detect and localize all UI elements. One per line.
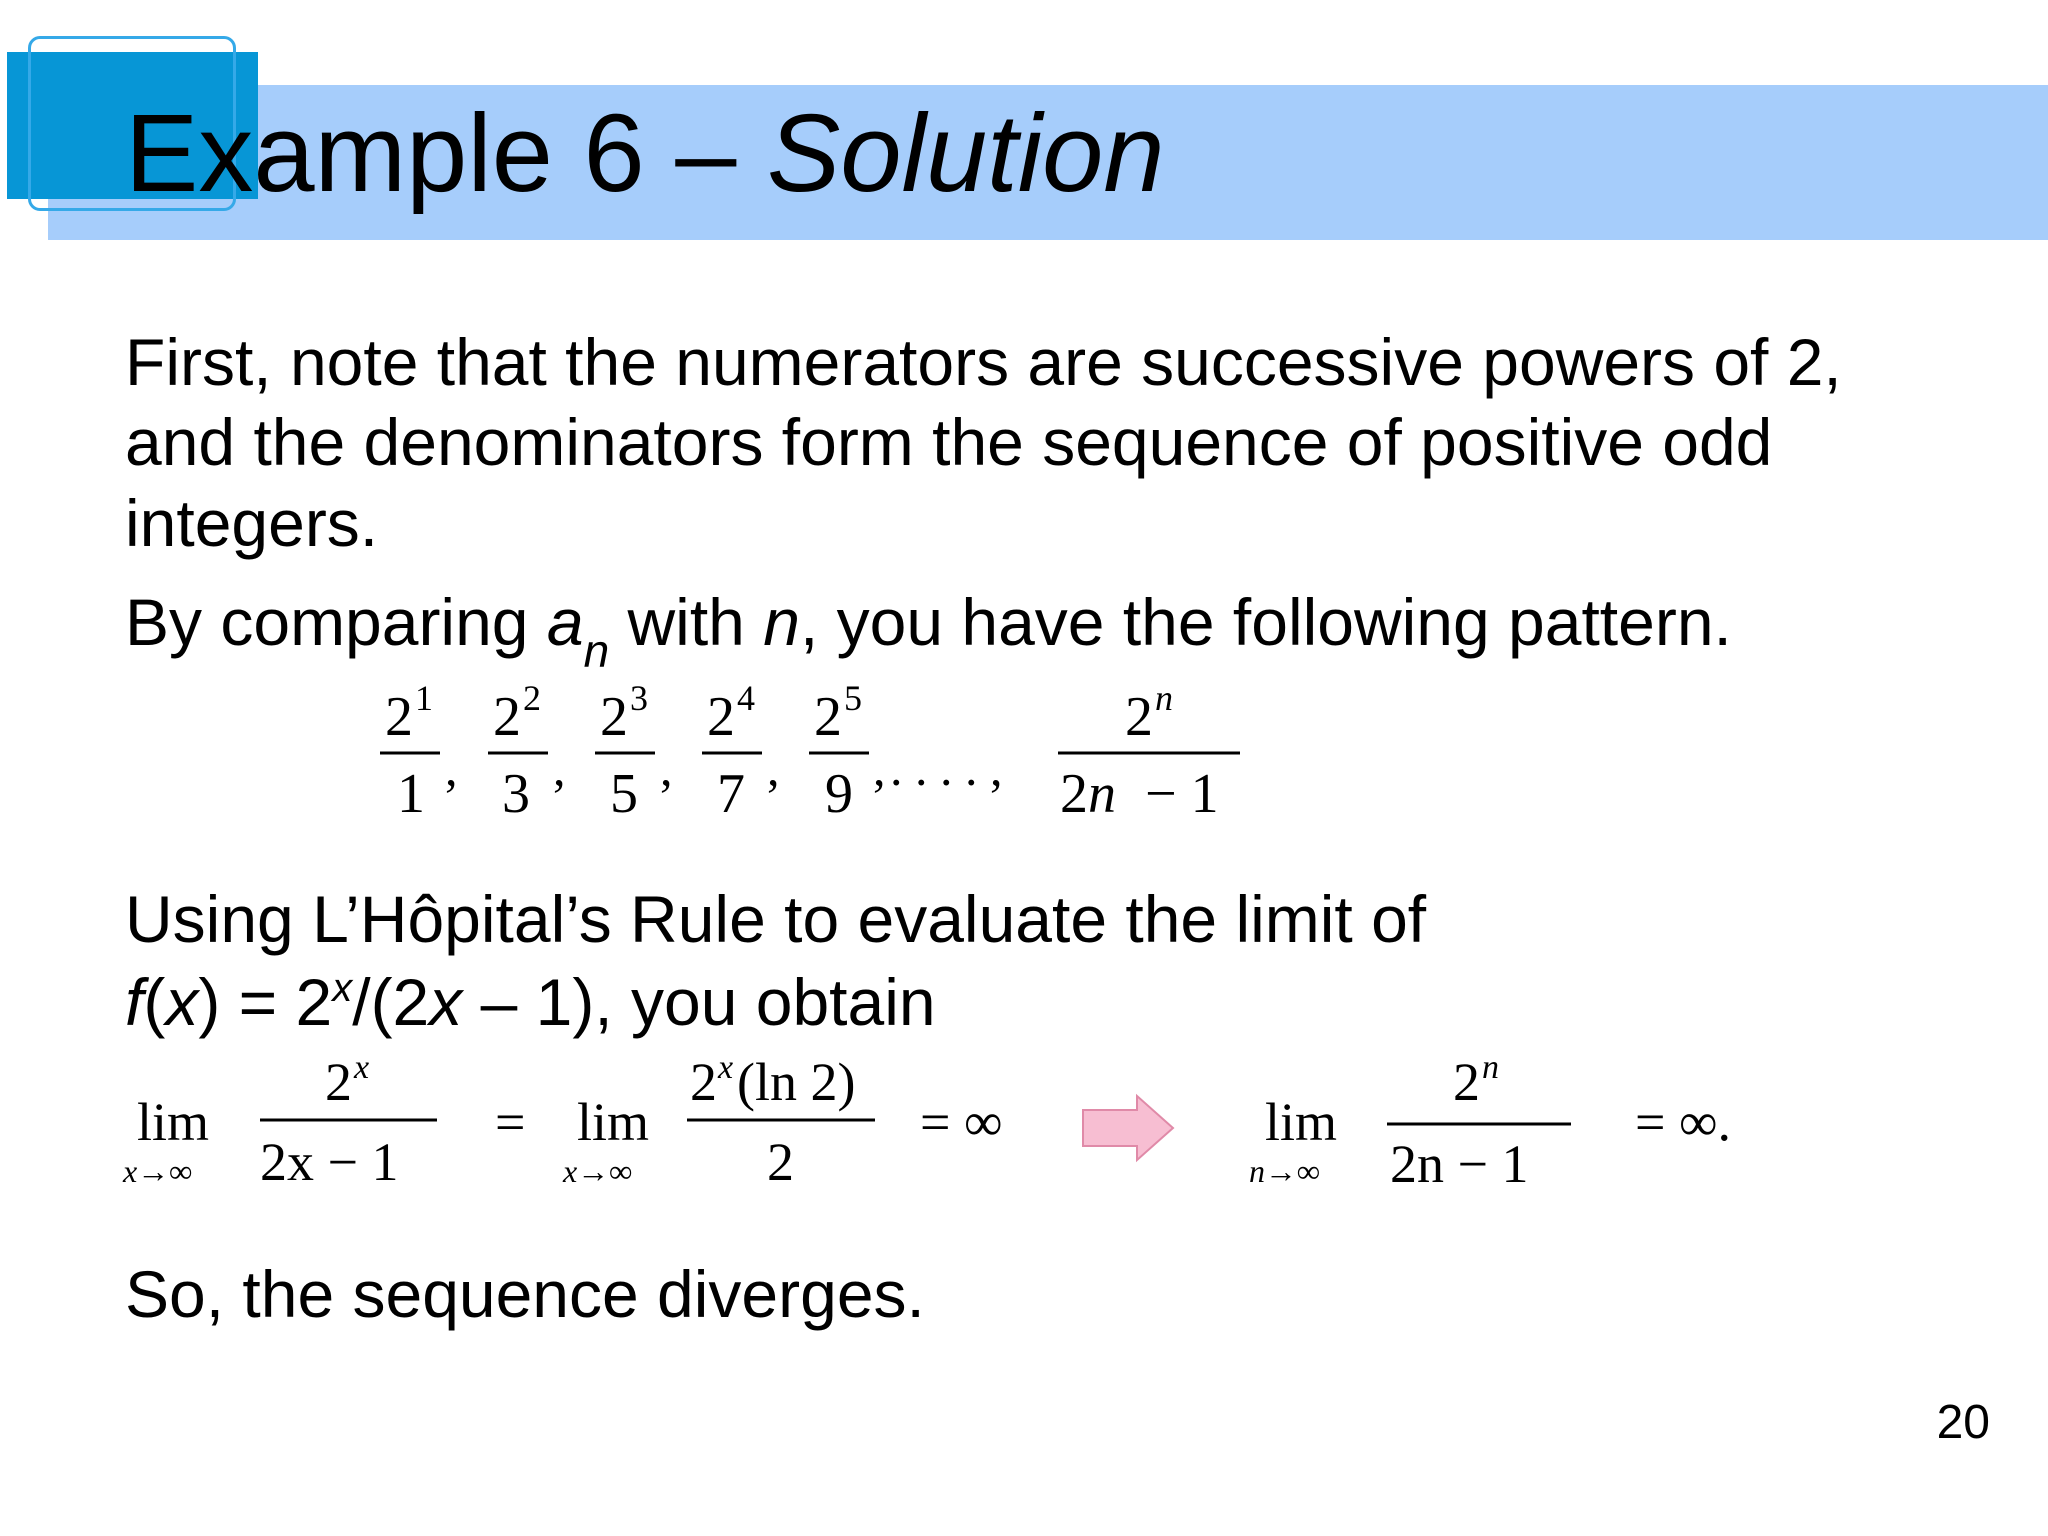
- limit-2-num-rest: (ln 2): [737, 1052, 856, 1112]
- general-den-coef: 2: [1060, 763, 1088, 825]
- frac3-num-exp: 3: [630, 678, 648, 718]
- p3-f: f: [125, 965, 144, 1039]
- limit-2-den: 2: [767, 1132, 794, 1192]
- frac1-num-exp: 1: [415, 678, 433, 718]
- limit-1-num-exp: x: [354, 1050, 370, 1086]
- frac5-num-base: 2: [814, 686, 842, 748]
- limit-1-lim: lim: [137, 1092, 210, 1152]
- equals-infinity-2: = ∞.: [1635, 1092, 1731, 1152]
- pattern-fraction-2: [488, 678, 566, 825]
- sequence-pattern: [370, 675, 1250, 835]
- p3-rest: – 1), you obtain: [462, 965, 936, 1039]
- p2-part1: By comparing: [125, 585, 547, 659]
- frac2-den: 3: [502, 763, 530, 825]
- equals-1: =: [495, 1092, 526, 1152]
- p2-part3: , you have the following pattern.: [799, 585, 1732, 659]
- p3-close: ) = 2: [198, 965, 333, 1039]
- p3-x2: x: [429, 965, 463, 1039]
- frac3-num-base: 2: [600, 686, 628, 748]
- conclusion: So, the sequence diverges.: [125, 1257, 925, 1331]
- pattern-fraction-3: [595, 678, 673, 825]
- limit-2-subscript: x→∞: [563, 1153, 633, 1189]
- pattern-fraction-4: [702, 678, 780, 825]
- paragraph-1-line-2: and the denominators form the sequence of positive odd: [125, 405, 1773, 479]
- general-num-exp: n: [1155, 678, 1173, 718]
- frac5-sep: ,: [873, 740, 886, 796]
- pattern-fraction-1: [380, 678, 458, 825]
- limit-equation: [115, 1050, 1815, 1200]
- frac4-den: 7: [717, 763, 745, 825]
- p2-n-subscript: n: [583, 625, 610, 677]
- frac5-num-exp: 5: [844, 678, 862, 718]
- frac2-num-exp: 2: [523, 678, 541, 718]
- limit-2-lim: lim: [577, 1092, 650, 1152]
- paragraph-1-line-3: integers.: [125, 486, 379, 560]
- limit-1: [122, 1050, 437, 1192]
- p3-slash: /(2: [352, 965, 430, 1039]
- limit-2-num-exp: x: [718, 1050, 734, 1086]
- frac4-num-base: 2: [707, 686, 735, 748]
- p3-x-superscript: x: [332, 966, 353, 1010]
- pattern-fraction-5: [809, 678, 886, 825]
- limit-1-den: 2x − 1: [260, 1132, 399, 1192]
- p3-open: (: [143, 965, 166, 1039]
- page-number: 20: [1936, 1396, 1990, 1449]
- pattern-ellipsis: . . . . ,: [890, 740, 1003, 796]
- p2-a: a: [546, 585, 584, 659]
- limit-1-num-base: 2: [325, 1052, 352, 1112]
- frac1-sep: ,: [445, 740, 458, 796]
- limit-3-subscript: n→∞: [1249, 1153, 1320, 1189]
- p2-n: n: [763, 585, 800, 659]
- equals-infinity-1: = ∞: [920, 1092, 1003, 1152]
- limit-2-num-base: 2: [690, 1052, 717, 1112]
- limit-3-lim: lim: [1265, 1092, 1338, 1152]
- general-num-base: 2: [1125, 686, 1153, 748]
- paragraph-2: [125, 580, 1732, 677]
- frac1-den: 1: [397, 763, 425, 825]
- frac5-den: 9: [825, 763, 853, 825]
- slide-title: [125, 90, 1165, 218]
- paragraph-3-line-2: [125, 960, 936, 1054]
- general-den-rest: − 1: [1145, 763, 1219, 825]
- pattern-general-term: [1058, 678, 1240, 825]
- limit-3-den: 2n − 1: [1390, 1134, 1529, 1194]
- title-main: Example 6 –: [125, 92, 768, 215]
- p2-part2: with: [609, 585, 764, 659]
- limit-3-num-base: 2: [1453, 1052, 1480, 1112]
- right-arrow-icon: [1083, 1096, 1173, 1160]
- limit-1-subscript: x→∞: [123, 1153, 193, 1189]
- p3-x1: x: [165, 965, 199, 1039]
- paragraph-1-line-1: First, note that the numerators are successive powers of 2,: [125, 325, 1842, 399]
- frac3-den: 5: [610, 763, 638, 825]
- limit-3: [1249, 1050, 1571, 1194]
- frac3-sep: ,: [660, 740, 673, 796]
- frac1-num-base: 2: [385, 686, 413, 748]
- title-italic: Solution: [767, 92, 1165, 215]
- general-den-var: n: [1088, 763, 1116, 825]
- frac4-num-exp: 4: [737, 678, 755, 718]
- frac4-sep: ,: [767, 740, 780, 796]
- frac2-num-base: 2: [493, 686, 521, 748]
- frac2-sep: ,: [553, 740, 566, 796]
- limit-3-num-exp: n: [1482, 1050, 1499, 1086]
- limit-2: [562, 1050, 875, 1192]
- paragraph-3-line-1: Using L’Hôpital’s Rule to evaluate the limit of: [125, 882, 1427, 956]
